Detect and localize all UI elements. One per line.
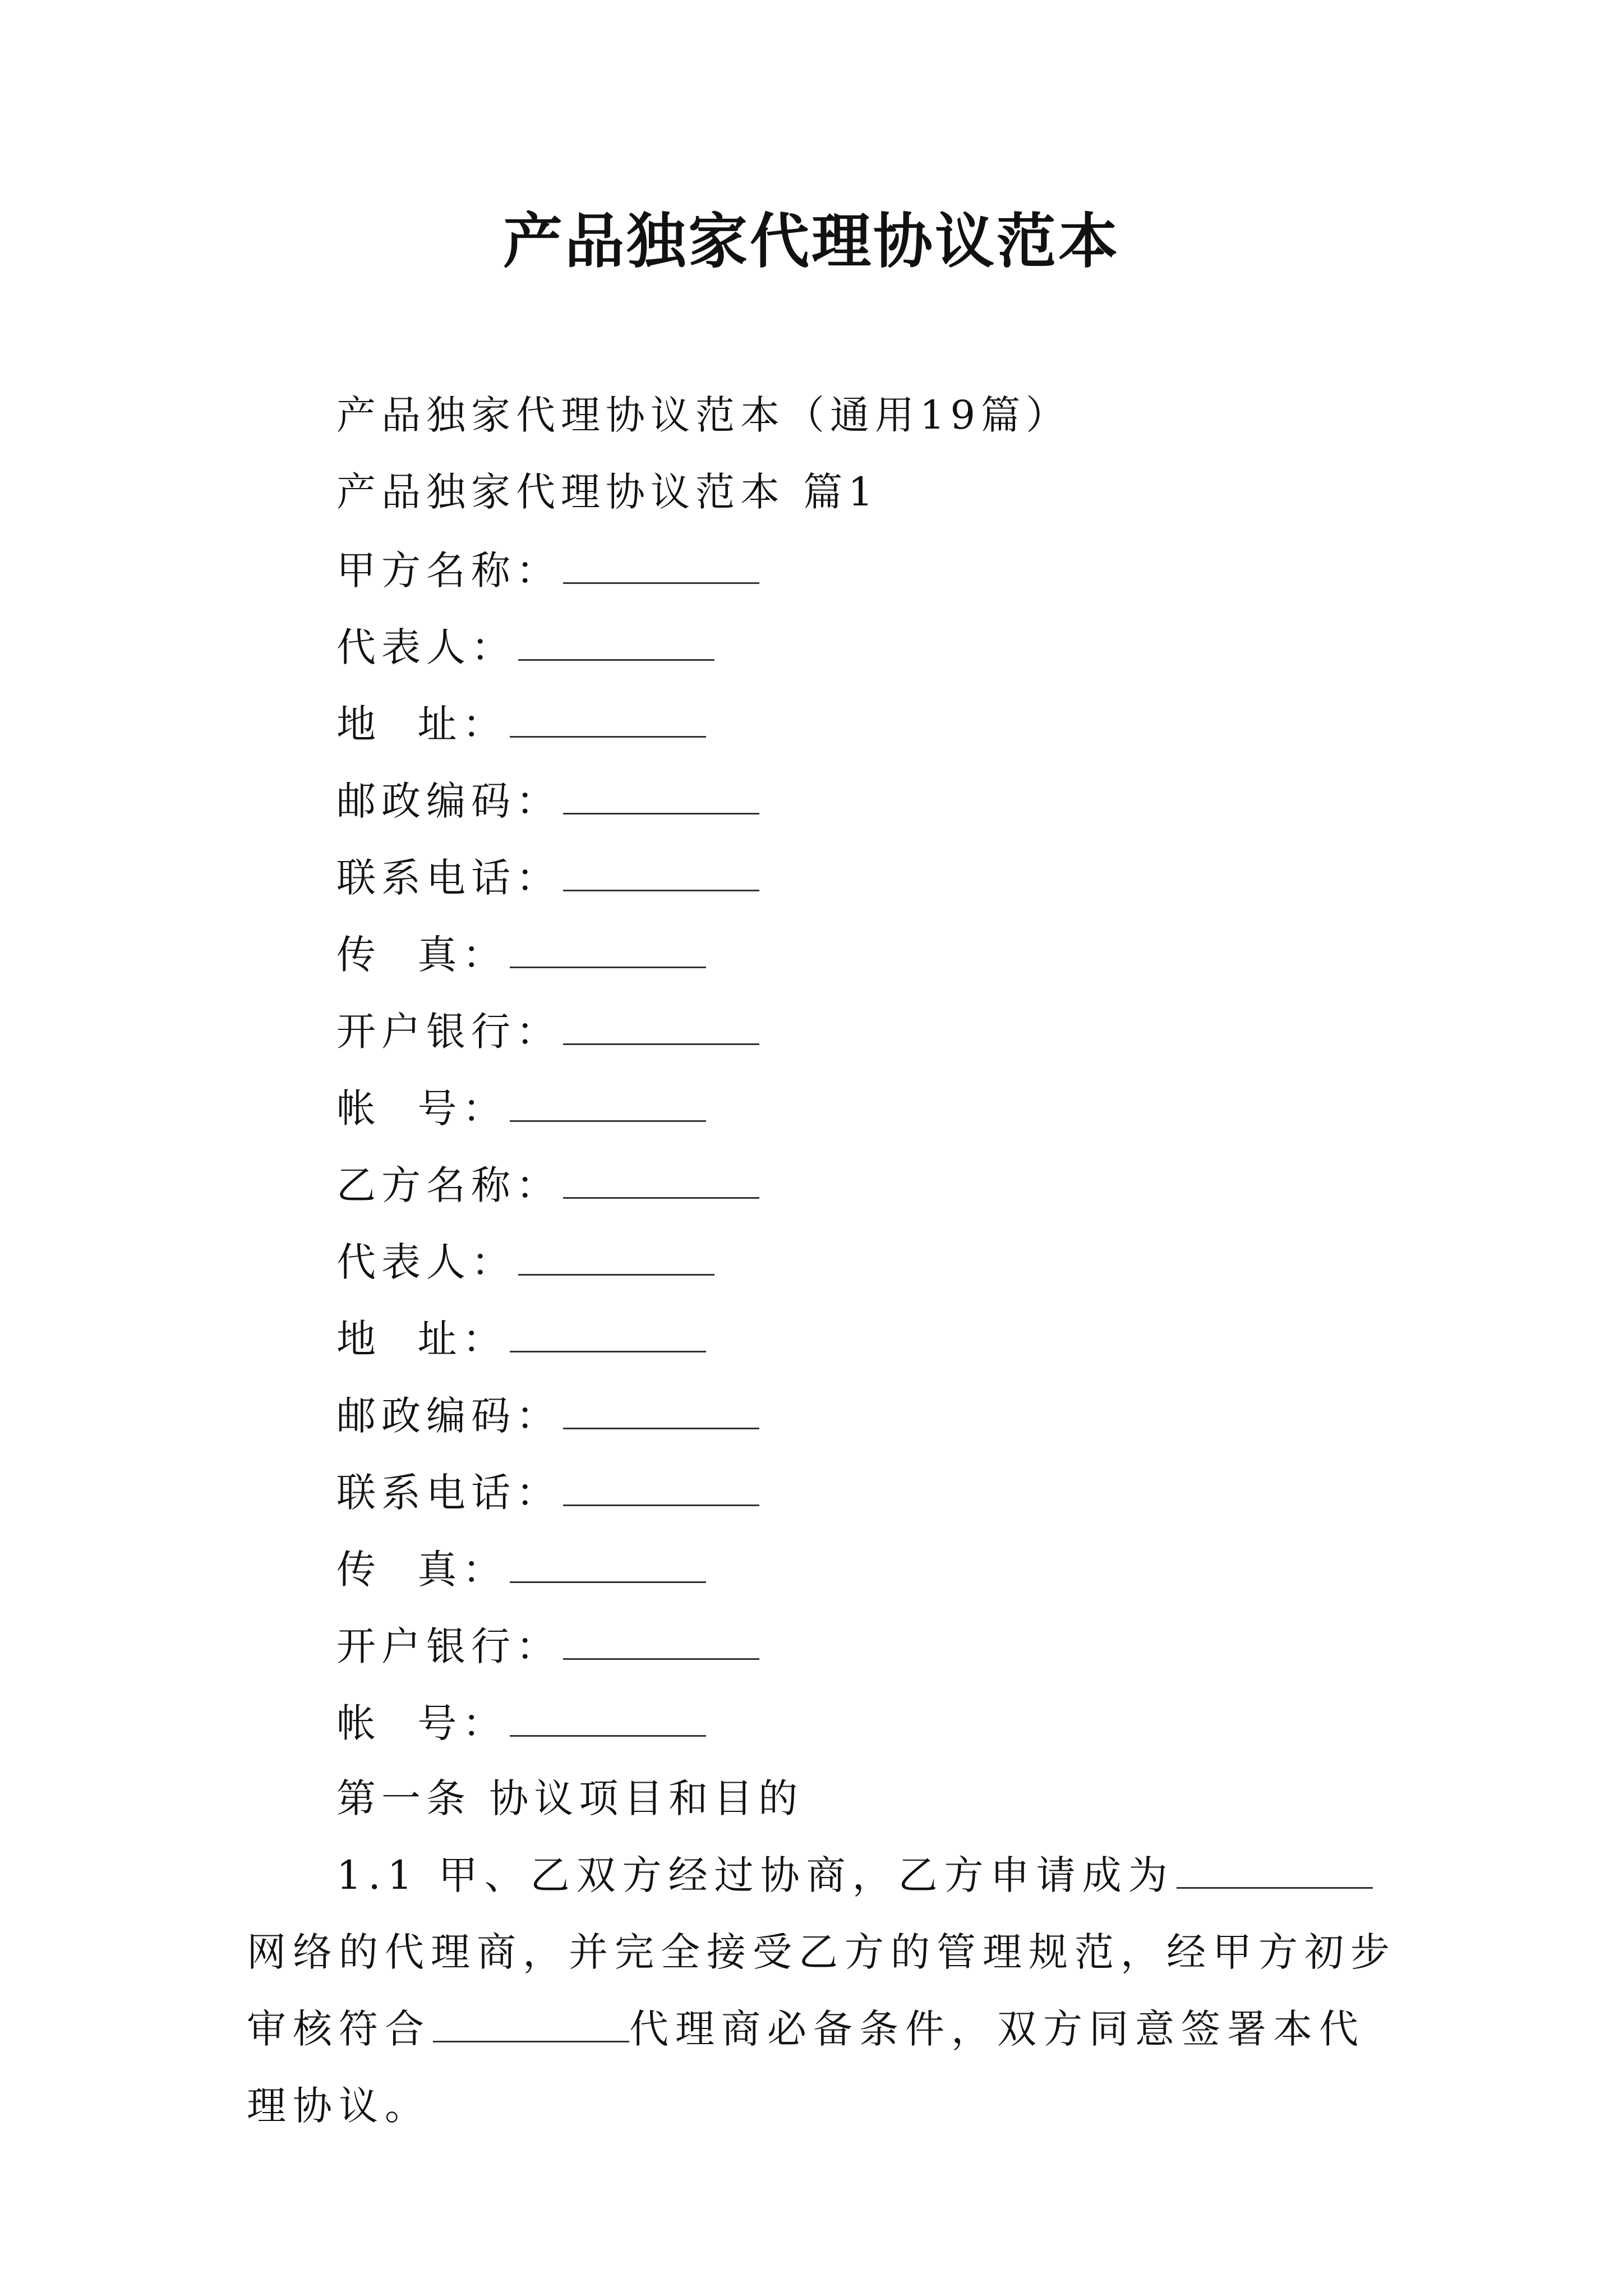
fill-in-blank — [563, 1617, 759, 1660]
party-b-phone-field — [336, 1463, 759, 1521]
section-heading: 产品独家代理协议范本 篇1 — [336, 469, 879, 515]
party-a-rep-field — [336, 618, 714, 675]
field-label: 联系电话： — [336, 1470, 561, 1516]
field-label: 开户银行： — [336, 1623, 561, 1669]
fill-in-blank — [433, 1999, 629, 2042]
document-title: 产品独家代理协议范本 — [503, 206, 1120, 276]
article-heading: 第一条 协议项目和目的 — [336, 1775, 804, 1821]
party-a-address-field — [336, 694, 706, 752]
field-label: 地 址： — [336, 1316, 508, 1362]
field-label: 乙方名称： — [336, 1162, 561, 1208]
fill-in-blank — [510, 1079, 706, 1122]
party-a-account-field — [336, 1079, 706, 1137]
party-a-postcode-field — [336, 771, 759, 829]
field-label: 邮政编码： — [336, 778, 561, 824]
fill-in-blank — [563, 1002, 759, 1045]
fill-in-blank — [563, 771, 759, 815]
field-label: 传 真： — [336, 932, 508, 978]
field-label: 帐 号： — [336, 1700, 508, 1746]
fill-in-blank — [510, 694, 706, 738]
field-label: 代表人： — [336, 624, 516, 670]
party-a-phone-field — [336, 848, 759, 906]
fill-in-blank — [510, 925, 706, 968]
fill-in-blank — [510, 1540, 706, 1583]
party-b-account-field — [336, 1694, 706, 1751]
paragraph-text: 网络的代理商，并完全接受乙方的管理规范，经甲方初步审核符合 — [247, 1929, 1396, 2052]
party-b-name-field — [336, 1156, 759, 1213]
field-label: 帐 号： — [336, 1085, 508, 1131]
party-b-bank-field — [336, 1617, 759, 1674]
party-b-address-field — [336, 1309, 706, 1367]
fill-in-blank — [510, 1694, 706, 1737]
article-paragraph — [247, 1837, 1396, 2145]
party-a-fax-field — [336, 925, 706, 983]
paragraph-text: 代理商必备条件，双方同意签署本代理协议。 — [247, 2006, 1365, 2129]
party-a-bank-field — [336, 1002, 759, 1060]
field-label: 开户银行： — [336, 1009, 561, 1055]
field-label: 代表人： — [336, 1239, 516, 1285]
fill-in-blank — [518, 618, 714, 661]
fill-in-blank — [563, 541, 759, 584]
field-label: 传 真： — [336, 1547, 508, 1593]
field-label: 地 址： — [336, 701, 508, 747]
field-label: 甲方名称： — [336, 547, 561, 593]
party-b-rep-field — [336, 1232, 714, 1290]
field-label: 联系电话： — [336, 855, 561, 901]
field-label: 邮政编码： — [336, 1393, 561, 1439]
fill-in-blank — [1177, 1846, 1373, 1889]
document-subtitle: 产品独家代理协议范本（通用19篇） — [336, 392, 1071, 438]
paragraph-text: 1.1 甲、乙双方经过协商，乙方申请成为 — [336, 1852, 1174, 1898]
fill-in-blank — [563, 1386, 759, 1429]
party-b-postcode-field — [336, 1386, 759, 1444]
fill-in-blank — [510, 1309, 706, 1352]
fill-in-blank — [563, 1463, 759, 1506]
fill-in-blank — [563, 848, 759, 891]
fill-in-blank — [518, 1232, 714, 1276]
fill-in-blank — [563, 1156, 759, 1199]
party-a-name-field — [336, 541, 759, 599]
party-b-fax-field — [336, 1540, 706, 1598]
